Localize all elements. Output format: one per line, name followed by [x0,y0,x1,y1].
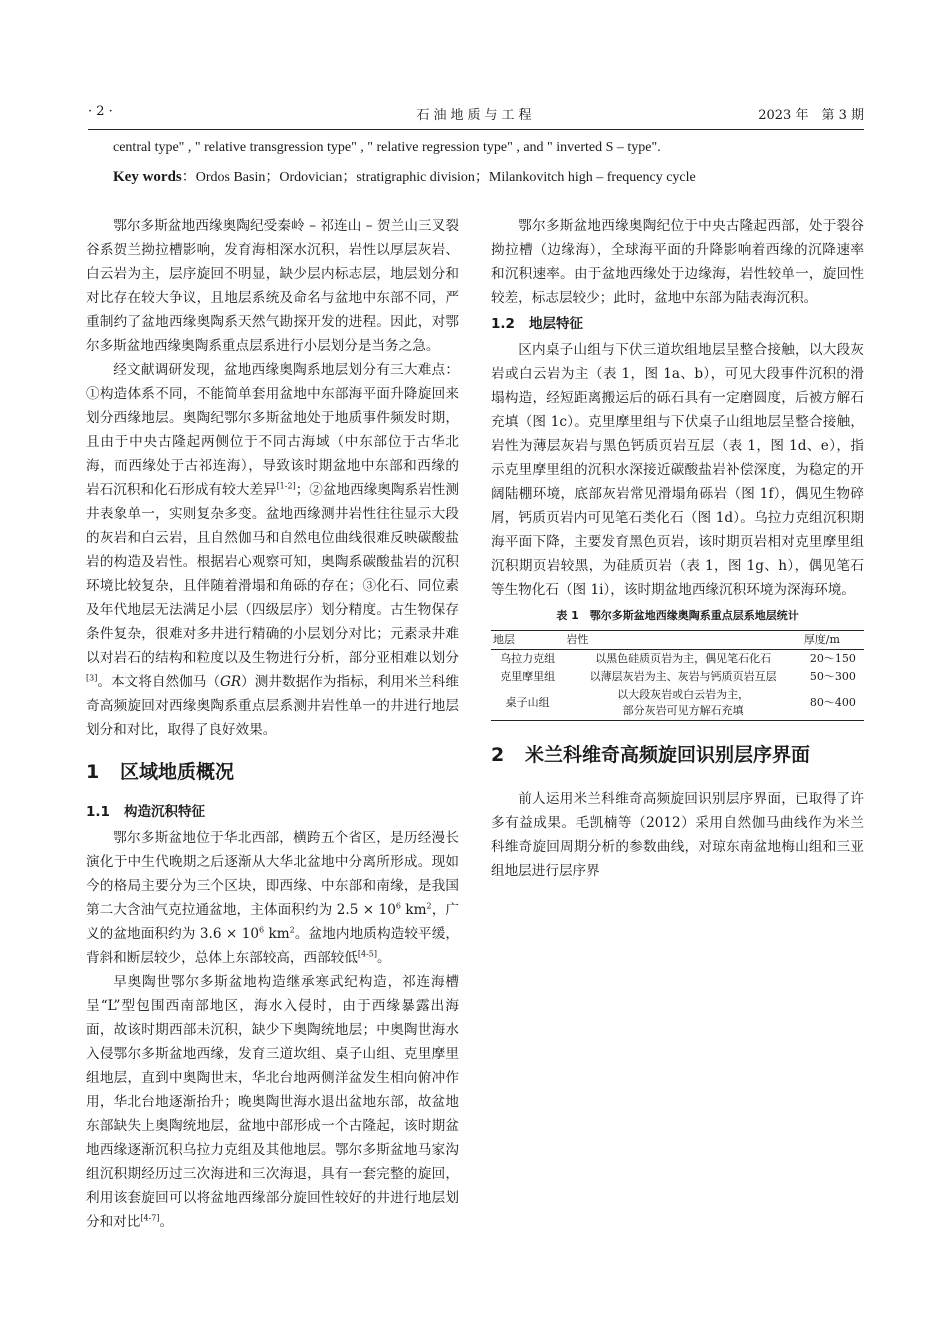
citation: [4-7] [140,1213,160,1223]
table-row: 乌拉力克组 以黑色硅质页岩为主，偶见笔石化石 20～150 [500,652,856,665]
section-1-1-heading: 1.1 构造沉积特征 [86,804,205,820]
journal-title: 石油地质与工程 [416,108,536,123]
section-1-2-paragraph-1: 区内桌子山组与下伏三道坎组地层呈整合接触，以大段灰岩或白云岩为主（表 1，图 1a、b），可见大段事件沉积的滑塌构造，经短距离搬运后的砾石具有一定磨圆度，后被方解石充填（图 1c）。克里摩里组与下伏桌子山组地层呈整合接触，岩性为薄层灰岩与黑色钙质页岩互层（表 1，图 1d、e），指示克里摩里组的沉积水深接近碳酸盐岩补偿深度，为稳定的开阔陆棚环境，底部灰岩常见滑塌角砾岩（图 1f），偶见生物碎屑，钙质页岩内可见笔石类化石（图 1d）。乌拉力克组沉积期海平面下降，主要发育黑色页岩，该时期页岩相对克里摩里组沉积期页岩较黑，为硅质页岩（表 1，图 1g、h），偶见笔石等生物化石（图 1i），该时期盆地西缘沉积环境为深海环境。 [491,342,864,598]
section-1-1-paragraph-2: 早奥陶世鄂尔多斯盆地构造继承寒武纪构造，祁连海槽呈“L”型包围西南部地区，海水入侵时，由于西缘暴露出海面，故该时期西部未沉积，缺少下奥陶统地层；中奥陶世海水入侵鄂尔多斯盆地西缘，发育三道坎组、桌子山组、克里摩里组地层，直到中奥陶世末，华北台地两侧洋盆发生相向俯冲作用，华北台地逐渐抬升；晚奥陶世海水退出盆地东部，故盆地东部缺失上奥陶统地层，盆地中部形成一个古隆起，该时期盆地西缘逐渐沉积乌拉力克组及其他地层。鄂尔多斯盆地马家沟组沉积期经历过三次海进和三次海退，具有一套完整的旋回，利用该套旋回可以将盆地西缘部分旋回性较好的井进行地层划分和对比[4-7]。 [86,974,459,1230]
citation: [3] [86,673,98,683]
left-column [86,214,459,1234]
header-rule [88,129,864,130]
table-row: 克里摩里组 以薄层灰岩为主、灰岩与钙质页岩互层 50～300 [500,670,856,683]
citation: [4-5] [357,949,377,959]
section-1-heading: 1 区域地质概况 [86,761,235,783]
table-header: 地层 [491,631,564,650]
keywords-label: Key words [113,169,182,185]
section-1-1-paragraph-3: 鄂尔多斯盆地西缘奥陶纪位于中央古隆起西部，处于裂谷拗拉槽（边缘海），全球海平面的升降影响着西缘的沉降速率和沉积速率。由于盆地西缘处于边缘海，岩性较单一，旋回性较差，标志层较少；此时，盆地中东部为陆表海沉积。 [491,218,864,306]
table-1 [491,630,864,721]
intro-paragraph-1: 鄂尔多斯盆地西缘奥陶纪受秦岭 – 祁连山 – 贺兰山三叉裂谷系贺兰拗拉槽影响，发育海相深水沉积，岩性以厚层灰岩、白云岩为主，层序旋回不明显，缺少层内标志层，地层划分和对比存在较大争议，且地层系统及命名与盆地中东部不同，严重制约了盆地西缘奥陶系天然气勘探开发的进程。因此，对鄂尔多斯盆地西缘奥陶系重点层系进行小层划分是当务之急。 [86,218,459,354]
section-2-heading: 2 米兰科维奇高频旋回识别层序界面 [491,744,811,766]
intro-paragraph-2: 经文献调研发现，盆地西缘奥陶系地层划分有三大难点：①构造体系不同，不能简单套用盆地中东部海平面升降旋回来划分西缘地层。奥陶纪鄂尔多斯盆地处于地质事件频发时期，且由于中央古隆起两侧位于不同古海域（中东部位于古华北海，而西缘处于古祁连海），导致该时期盆地中东部和西缘的岩石沉积和化石形成有较大差异[1-2]；②盆地西缘奥陶系岩性测井表象单一，实则复杂多变。盆地西缘测井岩性往往显示大段的灰岩和白云岩，且自然伽马和自然电位曲线很难反映碳酸盐岩的构造及岩性。根据岩心观察可知，奥陶系碳酸盐岩的沉积环境比较复杂，且伴随着滑塌和角砾的存在；③化石、同位素及年代地层无法满足小层（四级层序）划分精度。古生物保存条件复杂，很难对多井进行精确的小层划分对比；元素录井难以对岩石的结构和粒度以及生物进行分析，部分亚相难以划分[3]。本文将自然伽马（GR）测井数据作为指标，利用米兰科维奇高频旋回对西缘奥陶系重点层系测井岩性单一的井进行地层划分和对比，取得了良好效果。 [86,362,460,738]
right-column [491,214,864,883]
section-1-2-heading: 1.2 地层特征 [491,316,583,332]
table-1-caption: 表 1 鄂尔多斯盆地西缘奥陶系重点层系地层统计 [556,609,799,622]
keywords-text: ：Ordos Basin；Ordovician；stratigraphic division；Milankovitch high – frequency cycle [181,170,696,185]
running-header [88,104,864,124]
section-1-1-paragraph-1: 鄂尔多斯盆地位于华北西部，横跨五个省区，是历经漫长演化于中生代晚期之后逐渐从大华北盆地中分离所形成。现如今的格局主要分为三个区块，即西缘、中东部和南缘，是我国第二大含油气克拉通盆地，主体面积约为 $2.5 \times 10^6$ $km^2$，广义的盆地面积约为 $3.6 \times 10^6$ $km^2$。盆地内地质构造较平缓，背斜和断层较少，总体上东部较高，西部较低[4-5]。 [86,830,459,966]
citation: [1-2] [276,481,296,491]
table-header: 厚度/m [802,631,864,650]
table-row: 桌子山组 以大段灰岩或白云岩为主， 部分灰岩可见方解石充填 80～400 [491,686,864,721]
keywords-line [113,166,696,186]
table-header: 岩性 [564,631,801,650]
issue-info: 2023 年 第 3 期 [758,108,864,123]
abstract-tail: central type" , " relative transgression type" , " relative regression type" , and " inverted S – type". [113,140,661,155]
page-number: · 2 · [88,104,113,119]
section-2-paragraph-1: 前人运用米兰科维奇高频旋回识别层序界面，已取得了许多有益成果。毛凯楠等（2012）采用自然伽马曲线作为米兰科维奇旋回周期分析的参数曲线，对琼东南盆地梅山组和三亚组地层进行层序界 [491,791,864,879]
